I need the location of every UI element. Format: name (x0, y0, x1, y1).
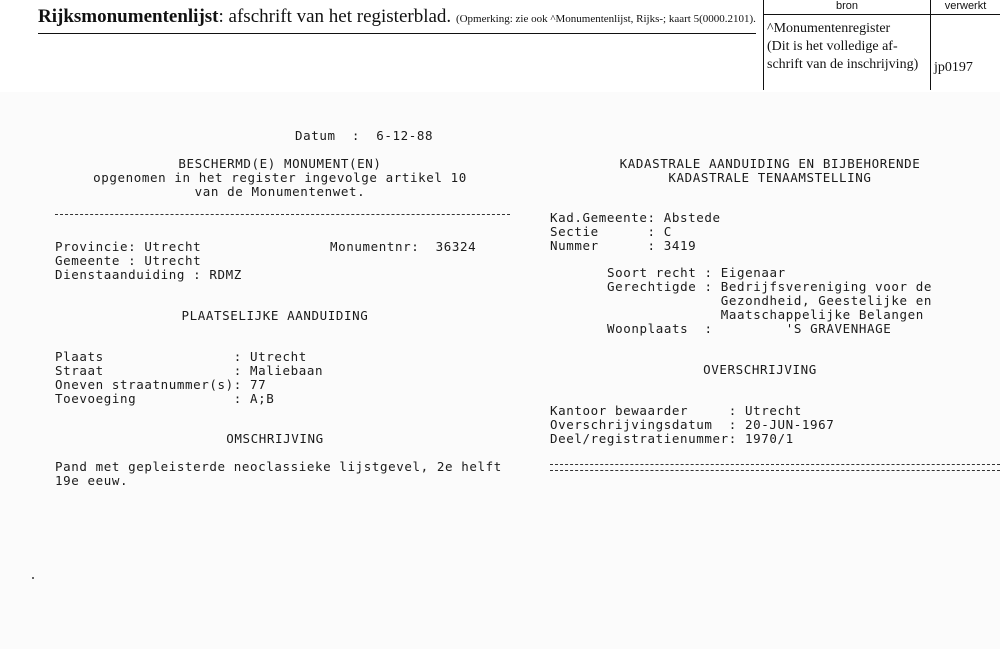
omschrijving-heading: OMSCHRIJVING (226, 431, 324, 446)
monument-heading-line: opgenomen in het register ingevolge artikel 10 (93, 170, 467, 185)
verwerkt-label: verwerkt (944, 0, 987, 12)
kad-row: Sectie : C (550, 224, 672, 239)
header-remark: (Opmerking: zie ook ^Monumentenlijst, Rijks-; kaart 5(0000.2101). (455, 13, 756, 25)
source-line: ^Monumentenregister (767, 21, 891, 36)
gemeente: Gemeente : Utrecht (55, 253, 202, 268)
monument-heading-line: BESCHERMD(E) MONUMENT(EN) (178, 156, 382, 171)
recht-row: Woonplaats : 'S GRAVENHAGE (607, 321, 892, 336)
datum: Datum : 6-12-88 (295, 128, 434, 143)
kadastrale-heading-line: KADASTRALE TENAAMSTELLING (668, 170, 872, 185)
kad-row: Kad.Gemeente: Abstede (550, 210, 721, 225)
double-dashed-separator (550, 464, 1000, 471)
plaatselijke-heading: PLAATSELIJKE AANDUIDING (181, 308, 369, 323)
omschrijving-line: 19e eeuw. (55, 473, 129, 488)
overschrijving-row: Deel/registratienummer: 1970/1 (550, 431, 794, 446)
monumentnr: Monumentnr: 36324 (330, 239, 477, 254)
scan-speck (32, 577, 34, 579)
source-box-header-rule (764, 14, 1000, 15)
header-title-bold: Rijksmonumentenlijst (38, 6, 219, 27)
plaatselijke-row: Plaats : Utrecht (55, 349, 307, 364)
source-line: (Dit is het volledige af- (767, 39, 898, 54)
recht-row: Maatschappelijke Belangen (607, 307, 924, 322)
plaatselijke-row: Oneven straatnummer(s): 77 (55, 377, 267, 392)
overschrijving-row: Overschrijvingsdatum : 20-JUN-1967 (550, 417, 835, 432)
header-title-rest: : afschrift van het registerblad. (218, 6, 452, 27)
source-box (763, 0, 1000, 90)
processed-code: jp0197 (934, 60, 973, 75)
header-rule (38, 33, 756, 34)
source-line: schrift van de inschrijving) (767, 57, 919, 72)
plaatselijke-row: Toevoeging : A;B (55, 391, 275, 406)
plaatselijke-row: Straat : Maliebaan (55, 363, 324, 378)
overschrijving-row: Kantoor bewaarder : Utrecht (550, 403, 802, 418)
header-title (38, 6, 756, 28)
dashed-separator (55, 214, 510, 215)
source-text (767, 20, 929, 74)
dienstaanduiding: Dienstaanduiding : RDMZ (55, 267, 242, 282)
overschrijving-heading: OVERSCHRIJVING (703, 362, 817, 377)
kad-row: Nummer : 3419 (550, 238, 697, 253)
kadastrale-heading-line: KADASTRALE AANDUIDING EN BIJBEHORENDE (619, 156, 921, 171)
recht-row: Gezondheid, Geestelijke en (607, 293, 933, 308)
monument-heading-line: van de Monumentenwet. (194, 184, 366, 199)
recht-row: Gerechtigde : Bedrijfsvereniging voor de (607, 279, 933, 294)
recht-row: Soort recht : Eigenaar (607, 265, 786, 280)
bron-label: bron (835, 0, 859, 12)
provincie: Provincie: Utrecht (55, 239, 202, 254)
omschrijving-line: Pand met gepleisterde neoclassieke lijstgevel, 2e helft (55, 459, 502, 474)
